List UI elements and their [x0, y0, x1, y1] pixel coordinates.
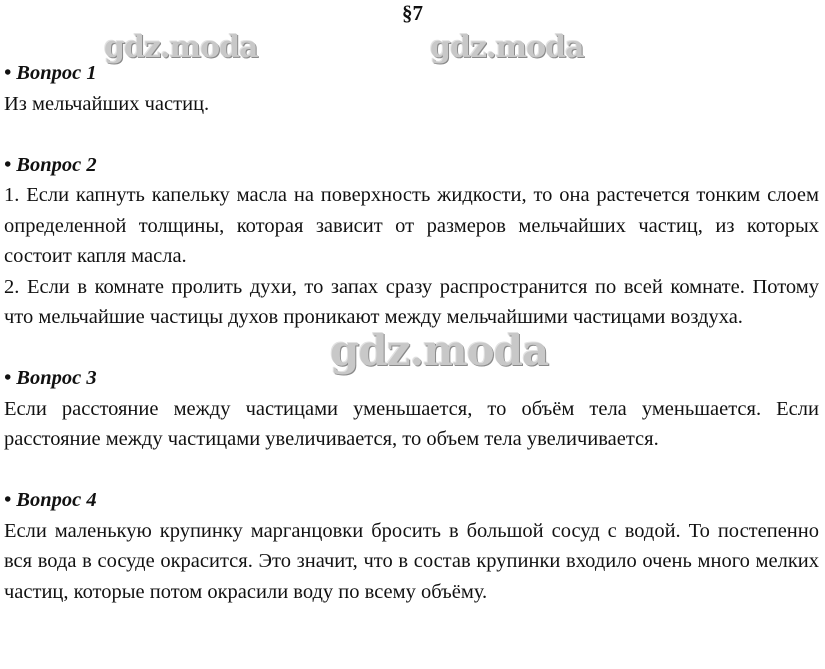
answer-paragraph: 1. Если капнуть капельку масла на поверхность жидкости, то она растечется тонким слоем определенной толщины, которая зависит от размеров мельчайших частиц, из которых состоит капля масла.	[4, 184, 819, 267]
question-heading: • Вопрос 3	[4, 367, 97, 389]
question-block-4	[4, 485, 819, 607]
question-block-1	[4, 58, 819, 119]
question-block-2	[4, 150, 819, 333]
answer-paragraph: Если маленькую крупинку марганцовки бросить в большой сосуд с водой. То постепенно вся вода в сосуде окрасится. Это значит, что в состав крупинки входило очень много мелких частиц, которые потом окрасили воду по всему объёму.	[4, 519, 819, 603]
answer-paragraph: Если расстояние между частицами уменьшается, то объём тела уменьшается. Если расстояние между частицами увеличивается, то объем тела увеличивается.	[4, 397, 819, 450]
section-title: §7	[402, 1, 423, 25]
answer-paragraph: 2. Если в комнате пролить духи, то запах сразу распространится по всей комнате. Потому что мельчайшие частицы духов проникают между мельчайшими частицами воздуха.	[4, 275, 819, 328]
answer-paragraph: Из мельчайших частиц.	[4, 92, 210, 115]
question-heading: • Вопрос 1	[4, 62, 97, 84]
watermark: gdz.moda	[330, 326, 549, 375]
watermark: gdz.moda	[104, 30, 258, 65]
question-heading: • Вопрос 4	[4, 489, 97, 511]
watermark: gdz.moda	[430, 30, 584, 65]
question-block-3	[4, 363, 819, 455]
question-heading: • Вопрос 2	[4, 153, 97, 176]
